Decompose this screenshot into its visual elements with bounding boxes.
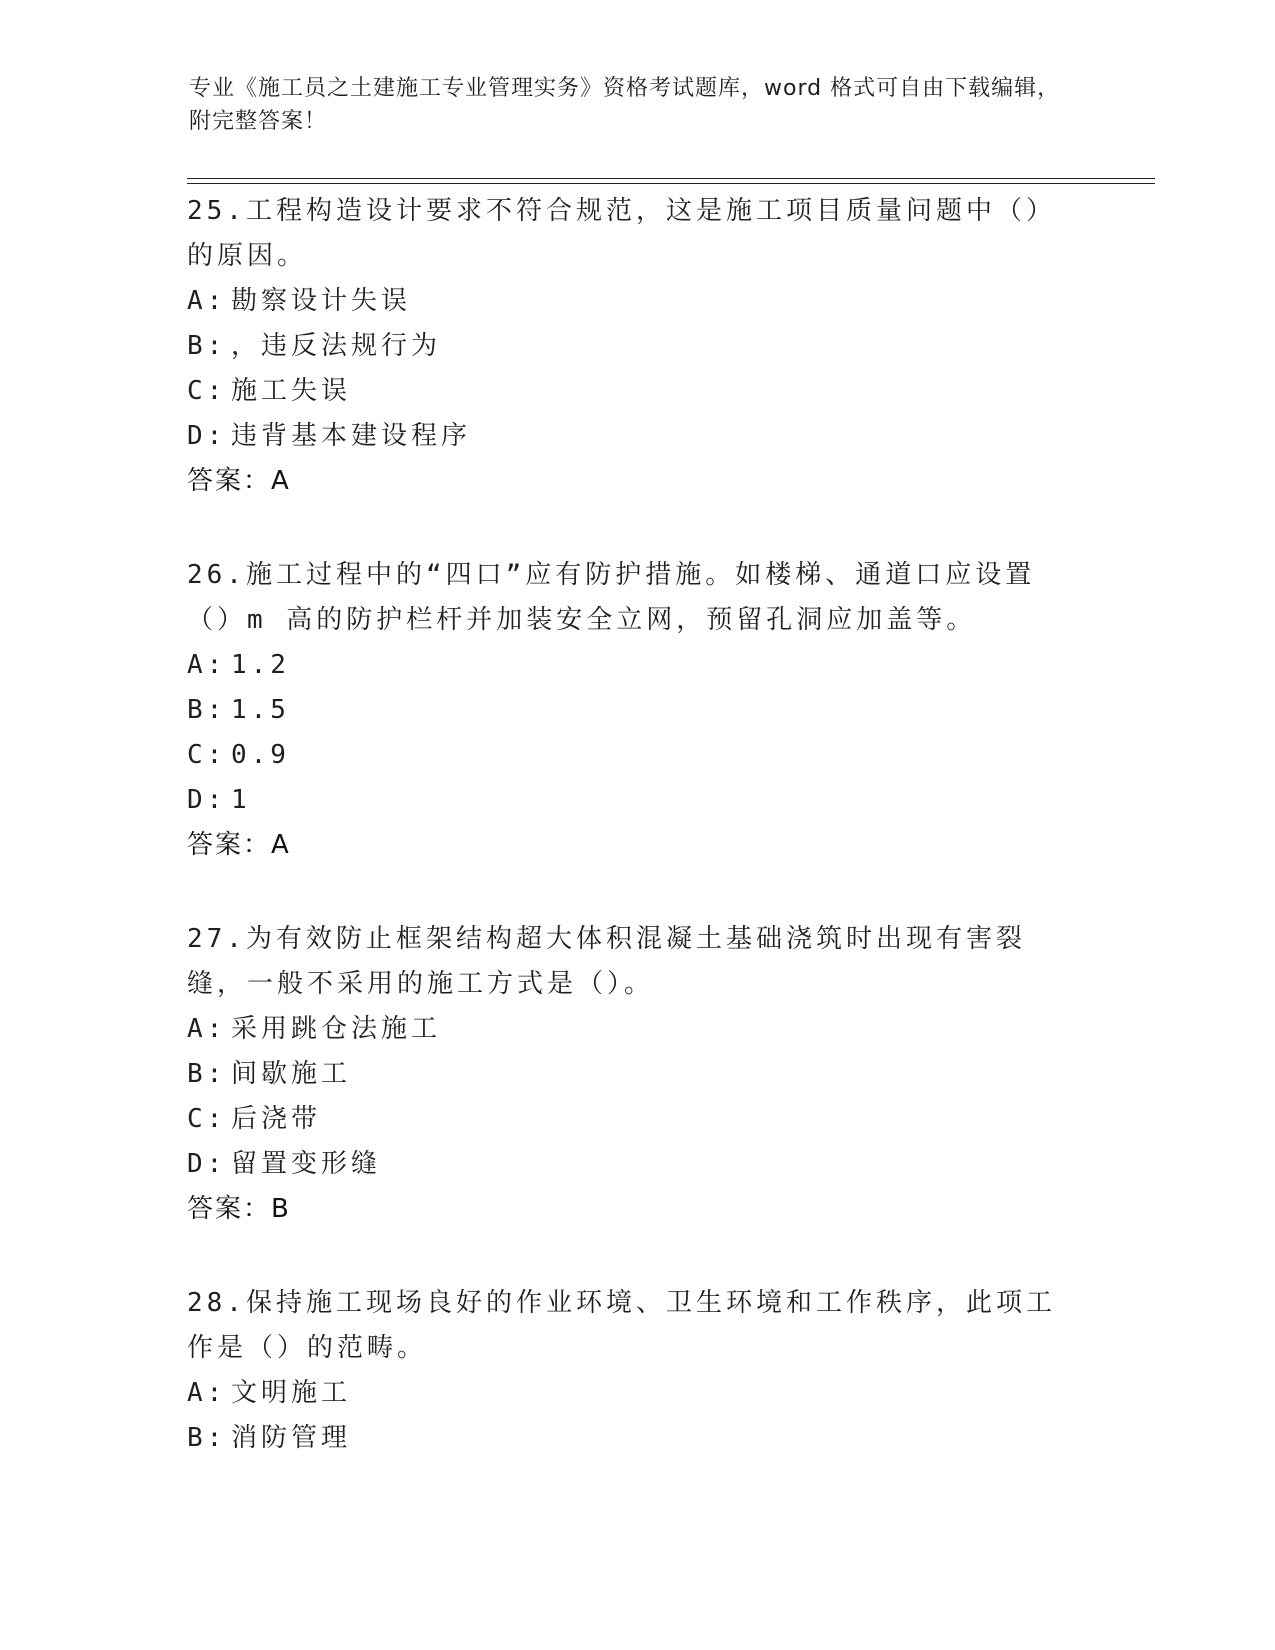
question-25	[187, 189, 1077, 504]
option-b	[187, 324, 1077, 369]
option-text: 0.9	[231, 740, 290, 770]
answer: 答案：B	[187, 1194, 291, 1224]
option-d	[187, 414, 1077, 459]
option-c	[187, 1097, 1077, 1142]
option-key: D:	[187, 1149, 227, 1179]
option-key: B:	[187, 1059, 227, 1089]
option-text: 文明施工	[231, 1378, 352, 1408]
option-text: 违背基本建设程序	[231, 421, 472, 451]
header-divider-top	[187, 178, 1155, 179]
option-text: 1	[231, 785, 251, 815]
option-text: 勘察设计失误	[231, 286, 412, 316]
option-key: C:	[187, 1104, 227, 1134]
option-a	[187, 1371, 1077, 1416]
answer: 答案：A	[187, 466, 291, 496]
option-text: 采用跳仓法施工	[231, 1014, 442, 1044]
option-b	[187, 688, 1077, 733]
option-text: 间歇施工	[231, 1059, 352, 1089]
option-key: D:	[187, 421, 227, 451]
option-text: ，违反法规行为	[231, 331, 442, 361]
question-stem: 26.施工过程中的“四口”应有防护措施。如楼梯、通道口应设置（）m 高的防护栏杆并加装安全立网，预留孔洞应加盖等。	[187, 560, 1036, 635]
option-text: 留置变形缝	[231, 1149, 382, 1179]
option-text: 消防管理	[231, 1423, 352, 1453]
answer: 答案：A	[187, 830, 291, 860]
option-d	[187, 778, 1077, 823]
option-a	[187, 643, 1077, 688]
option-key: B:	[187, 1423, 227, 1453]
option-key: C:	[187, 376, 227, 406]
question-stem: 25.工程构造设计要求不符合规范，这是施工项目质量问题中（）的原因。	[187, 196, 1056, 271]
question-stem: 28.保持施工现场良好的作业环境、卫生环境和工作秩序，此项工作是（）的范畴。	[187, 1288, 1056, 1363]
option-key: A:	[187, 286, 227, 316]
header-divider-bottom	[187, 183, 1155, 184]
option-key: B:	[187, 695, 227, 725]
option-d	[187, 1142, 1077, 1187]
option-a	[187, 1007, 1077, 1052]
question-27	[187, 917, 1077, 1232]
option-key: A:	[187, 650, 227, 680]
option-key: C:	[187, 740, 227, 770]
question-26	[187, 553, 1077, 868]
option-text: 1.2	[231, 650, 290, 680]
option-a	[187, 279, 1077, 324]
option-text: 1.5	[231, 695, 290, 725]
option-text: 施工失误	[231, 376, 352, 406]
option-c	[187, 733, 1077, 778]
option-key: A:	[187, 1014, 227, 1044]
option-b	[187, 1052, 1077, 1097]
question-28	[187, 1281, 1077, 1461]
option-key: D:	[187, 785, 227, 815]
option-c	[187, 369, 1077, 414]
option-b	[187, 1416, 1077, 1461]
document-header: 专业《施工员之土建施工专业管理实务》资格考试题库，word 格式可自由下载编辑，附完整答案！	[189, 76, 1061, 134]
question-stem: 27.为有效防止框架结构超大体积混凝土基础浇筑时出现有害裂缝，一般不采用的施工方式是（）。	[187, 924, 1026, 999]
option-key: A:	[187, 1378, 227, 1408]
option-key: B:	[187, 331, 227, 361]
option-text: 后浇带	[231, 1104, 322, 1134]
